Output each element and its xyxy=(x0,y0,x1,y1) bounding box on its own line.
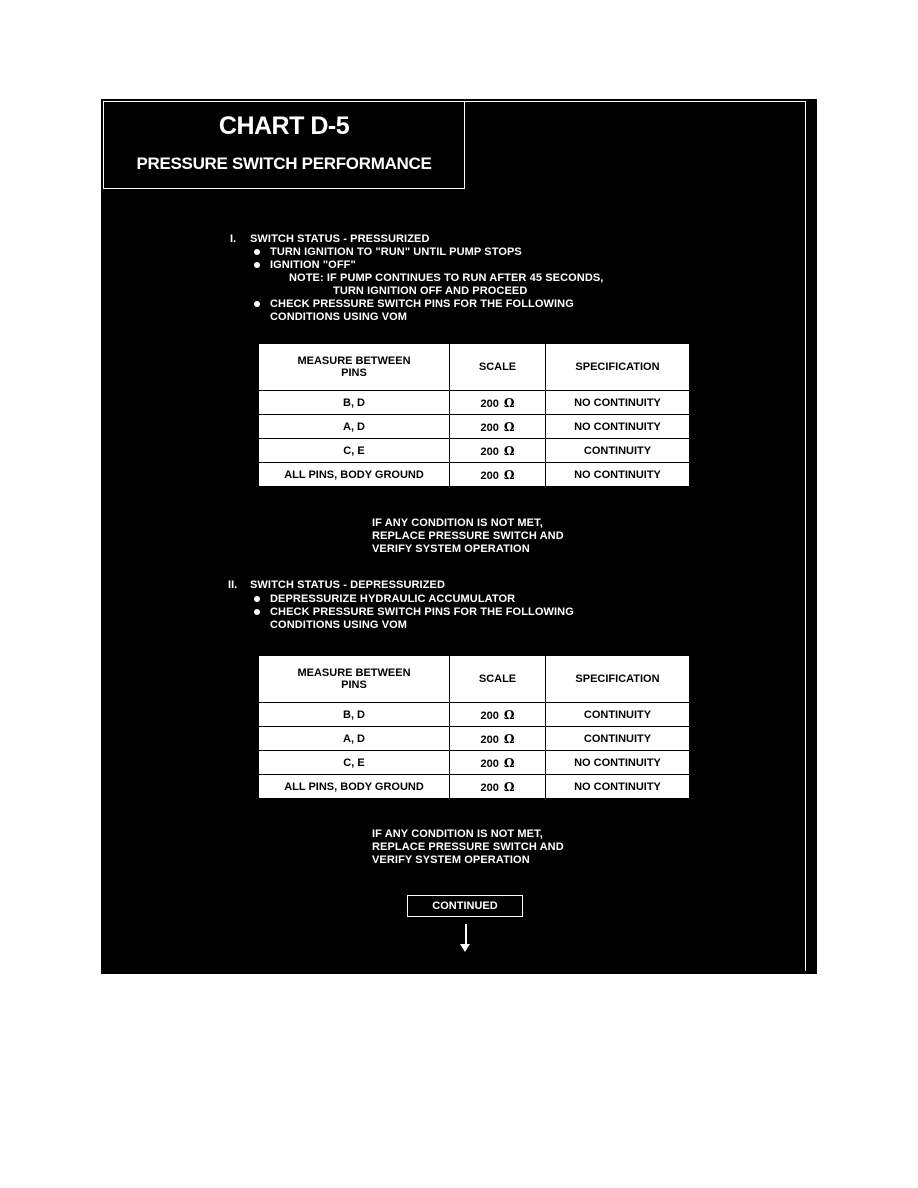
section1-spec-table xyxy=(258,343,690,487)
table-row xyxy=(259,391,690,415)
bullet-icon xyxy=(254,301,260,307)
section2-check-line1: CHECK PRESSURE SWITCH PINS FOR THE FOLLOWING xyxy=(270,606,574,618)
title-box xyxy=(103,101,465,189)
section1-result-line1: IF ANY CONDITION IS NOT MET, xyxy=(372,517,543,529)
section1-check-line2: CONDITIONS USING VOM xyxy=(270,311,408,323)
section2-result-line3: VERIFY SYSTEM OPERATION xyxy=(372,854,530,866)
section1-check-line1: CHECK PRESSURE SWITCH PINS FOR THE FOLLOWING xyxy=(270,298,574,310)
table-row xyxy=(259,439,690,463)
pins-cell: ALL PINS, BODY GROUND xyxy=(259,463,450,487)
section1-number: I. xyxy=(230,233,237,245)
ohm-symbol: Ω xyxy=(503,419,515,434)
scale-cell: 200 Ω xyxy=(450,751,546,775)
ohm-symbol: Ω xyxy=(503,779,515,794)
section2-result-line2: REPLACE PRESSURE SWITCH AND xyxy=(372,841,564,853)
section1-result-line2: REPLACE PRESSURE SWITCH AND xyxy=(372,530,564,542)
chart-title: CHART D-5 xyxy=(218,112,350,140)
section2-spec-table xyxy=(258,655,690,799)
section1-result-line3: VERIFY SYSTEM OPERATION xyxy=(372,543,530,555)
pins-cell: B, D xyxy=(259,391,450,415)
arrow-down-icon xyxy=(465,924,467,946)
spec-cell: CONTINUITY xyxy=(546,703,690,727)
table-row xyxy=(259,775,690,799)
table-row xyxy=(259,703,690,727)
header-measure-between-pins: MEASURE BETWEEN PINS xyxy=(259,344,450,391)
scale-cell: 200 Ω xyxy=(450,775,546,799)
scale-cell: 200 Ω xyxy=(450,463,546,487)
section1-note-line2: TURN IGNITION OFF AND PROCEED xyxy=(333,285,528,297)
ohm-symbol: Ω xyxy=(503,395,515,410)
bullet-icon xyxy=(254,609,260,615)
ohm-symbol: Ω xyxy=(503,755,515,770)
pins-cell: A, D xyxy=(259,727,450,751)
section2-result-line1: IF ANY CONDITION IS NOT MET, xyxy=(372,828,543,840)
ohm-symbol: Ω xyxy=(503,467,515,482)
spec-cell: NO CONTINUITY xyxy=(546,751,690,775)
section1-heading: SWITCH STATUS - PRESSURIZED xyxy=(250,233,430,245)
pins-cell: C, E xyxy=(259,439,450,463)
chart-panel xyxy=(101,99,817,974)
scale-cell: 200 Ω xyxy=(450,703,546,727)
scale-cell: 200 Ω xyxy=(450,391,546,415)
table-header-row xyxy=(259,656,690,703)
header-measure-between-pins: MEASURE BETWEEN PINS xyxy=(259,656,450,703)
spec-cell: NO CONTINUITY xyxy=(546,415,690,439)
continued-box: CONTINUED xyxy=(407,895,523,917)
section2-step-1: DEPRESSURIZE HYDRAULIC ACCUMULATOR xyxy=(270,593,516,605)
section2-number: II. xyxy=(228,579,238,591)
ohm-symbol: Ω xyxy=(503,731,515,746)
spec-cell: NO CONTINUITY xyxy=(546,391,690,415)
ohm-symbol: Ω xyxy=(503,707,515,722)
pins-cell: ALL PINS, BODY GROUND xyxy=(259,775,450,799)
spec-cell: CONTINUITY xyxy=(546,439,690,463)
spec-cell: CONTINUITY xyxy=(546,727,690,751)
pins-cell: B, D xyxy=(259,703,450,727)
section2-heading: SWITCH STATUS - DEPRESSURIZED xyxy=(250,579,445,591)
scale-cell: 200 Ω xyxy=(450,415,546,439)
scale-cell: 200 Ω xyxy=(450,727,546,751)
pins-cell: A, D xyxy=(259,415,450,439)
section1-step-1: TURN IGNITION TO "RUN" UNTIL PUMP STOPS xyxy=(270,246,522,258)
header-scale: SCALE xyxy=(450,656,546,703)
bullet-icon xyxy=(254,249,260,255)
arrow-head-icon xyxy=(460,944,470,952)
table-row xyxy=(259,463,690,487)
section2-check-line2: CONDITIONS USING VOM xyxy=(270,619,408,631)
pins-cell: C, E xyxy=(259,751,450,775)
header-scale: SCALE xyxy=(450,344,546,391)
header-specification: SPECIFICATION xyxy=(546,656,690,703)
bullet-icon xyxy=(254,596,260,602)
section1-step-2: IGNITION "OFF" xyxy=(270,259,356,271)
scale-cell: 200 Ω xyxy=(450,439,546,463)
chart-subtitle: PRESSURE SWITCH PERFORMANCE xyxy=(136,154,432,173)
bullet-icon xyxy=(254,262,260,268)
table-header-row xyxy=(259,344,690,391)
section1-note-line1: NOTE: IF PUMP CONTINUES TO RUN AFTER 45 SECONDS, xyxy=(289,272,604,284)
table-row xyxy=(259,727,690,751)
header-specification: SPECIFICATION xyxy=(546,344,690,391)
ohm-symbol: Ω xyxy=(503,443,515,458)
spec-cell: NO CONTINUITY xyxy=(546,463,690,487)
spec-cell: NO CONTINUITY xyxy=(546,775,690,799)
table-row xyxy=(259,415,690,439)
table-row xyxy=(259,751,690,775)
